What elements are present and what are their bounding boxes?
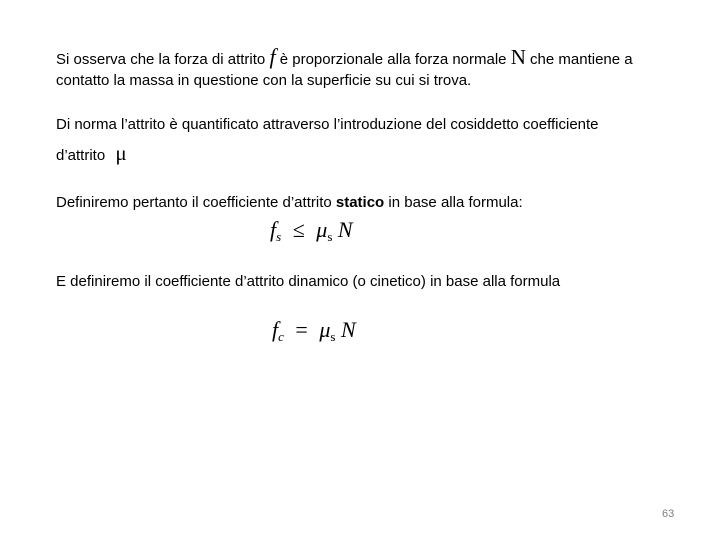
formula-static-friction — [270, 217, 353, 243]
text-segment: Definiremo pertanto il coefficiente d’attrito — [56, 194, 332, 211]
page-number: 63 — [662, 508, 675, 520]
paragraph-friction-proportional-line1 — [56, 44, 633, 70]
text-segment: che mantiene a — [530, 51, 633, 68]
formula-subscript: s — [327, 229, 333, 244]
formula-symbol-N: N — [340, 317, 356, 342]
text-segment: in base alla formula: — [388, 194, 523, 211]
paragraph-dynamic-definition: E definiremo il coefficiente d’attrito dinamico (o cinetico) in base alla formula — [56, 273, 561, 290]
formula-subscript: s — [276, 229, 282, 244]
formula-operator-leq: ≤ — [292, 217, 305, 242]
formula-symbol-f: f — [272, 317, 279, 342]
text-segment: Si osserva che la forza di attrito — [56, 51, 266, 68]
emphasis-static: statico — [335, 194, 385, 211]
formula-subscript: c — [278, 329, 284, 344]
formula-operator-equals: = — [295, 317, 308, 342]
formula-dynamic-friction — [272, 317, 356, 343]
text-segment: d’attrito — [56, 147, 106, 164]
paragraph-coefficient-intro-line1: Di norma l’attrito è quantificato attraverso l’introduzione del cosiddetto coefficiente — [56, 116, 599, 133]
paragraph-friction-proportional-line2: contatto la massa in questione con la superficie su cui si trova. — [56, 72, 472, 89]
formula-symbol-f: f — [270, 217, 277, 242]
formula-symbol-mu: μ — [319, 317, 331, 342]
paragraph-coefficient-intro-line2 — [56, 143, 127, 166]
formula-subscript: s — [330, 329, 336, 344]
formula-symbol-mu: μ — [316, 217, 328, 242]
paragraph-static-definition — [56, 193, 523, 213]
text-segment: è proporzionale alla forza normale — [279, 51, 507, 68]
symbol-friction-force: f — [269, 44, 276, 69]
symbol-mu: μ — [115, 141, 127, 165]
formula-symbol-N: N — [337, 217, 353, 242]
symbol-normal-force: N — [510, 45, 526, 69]
